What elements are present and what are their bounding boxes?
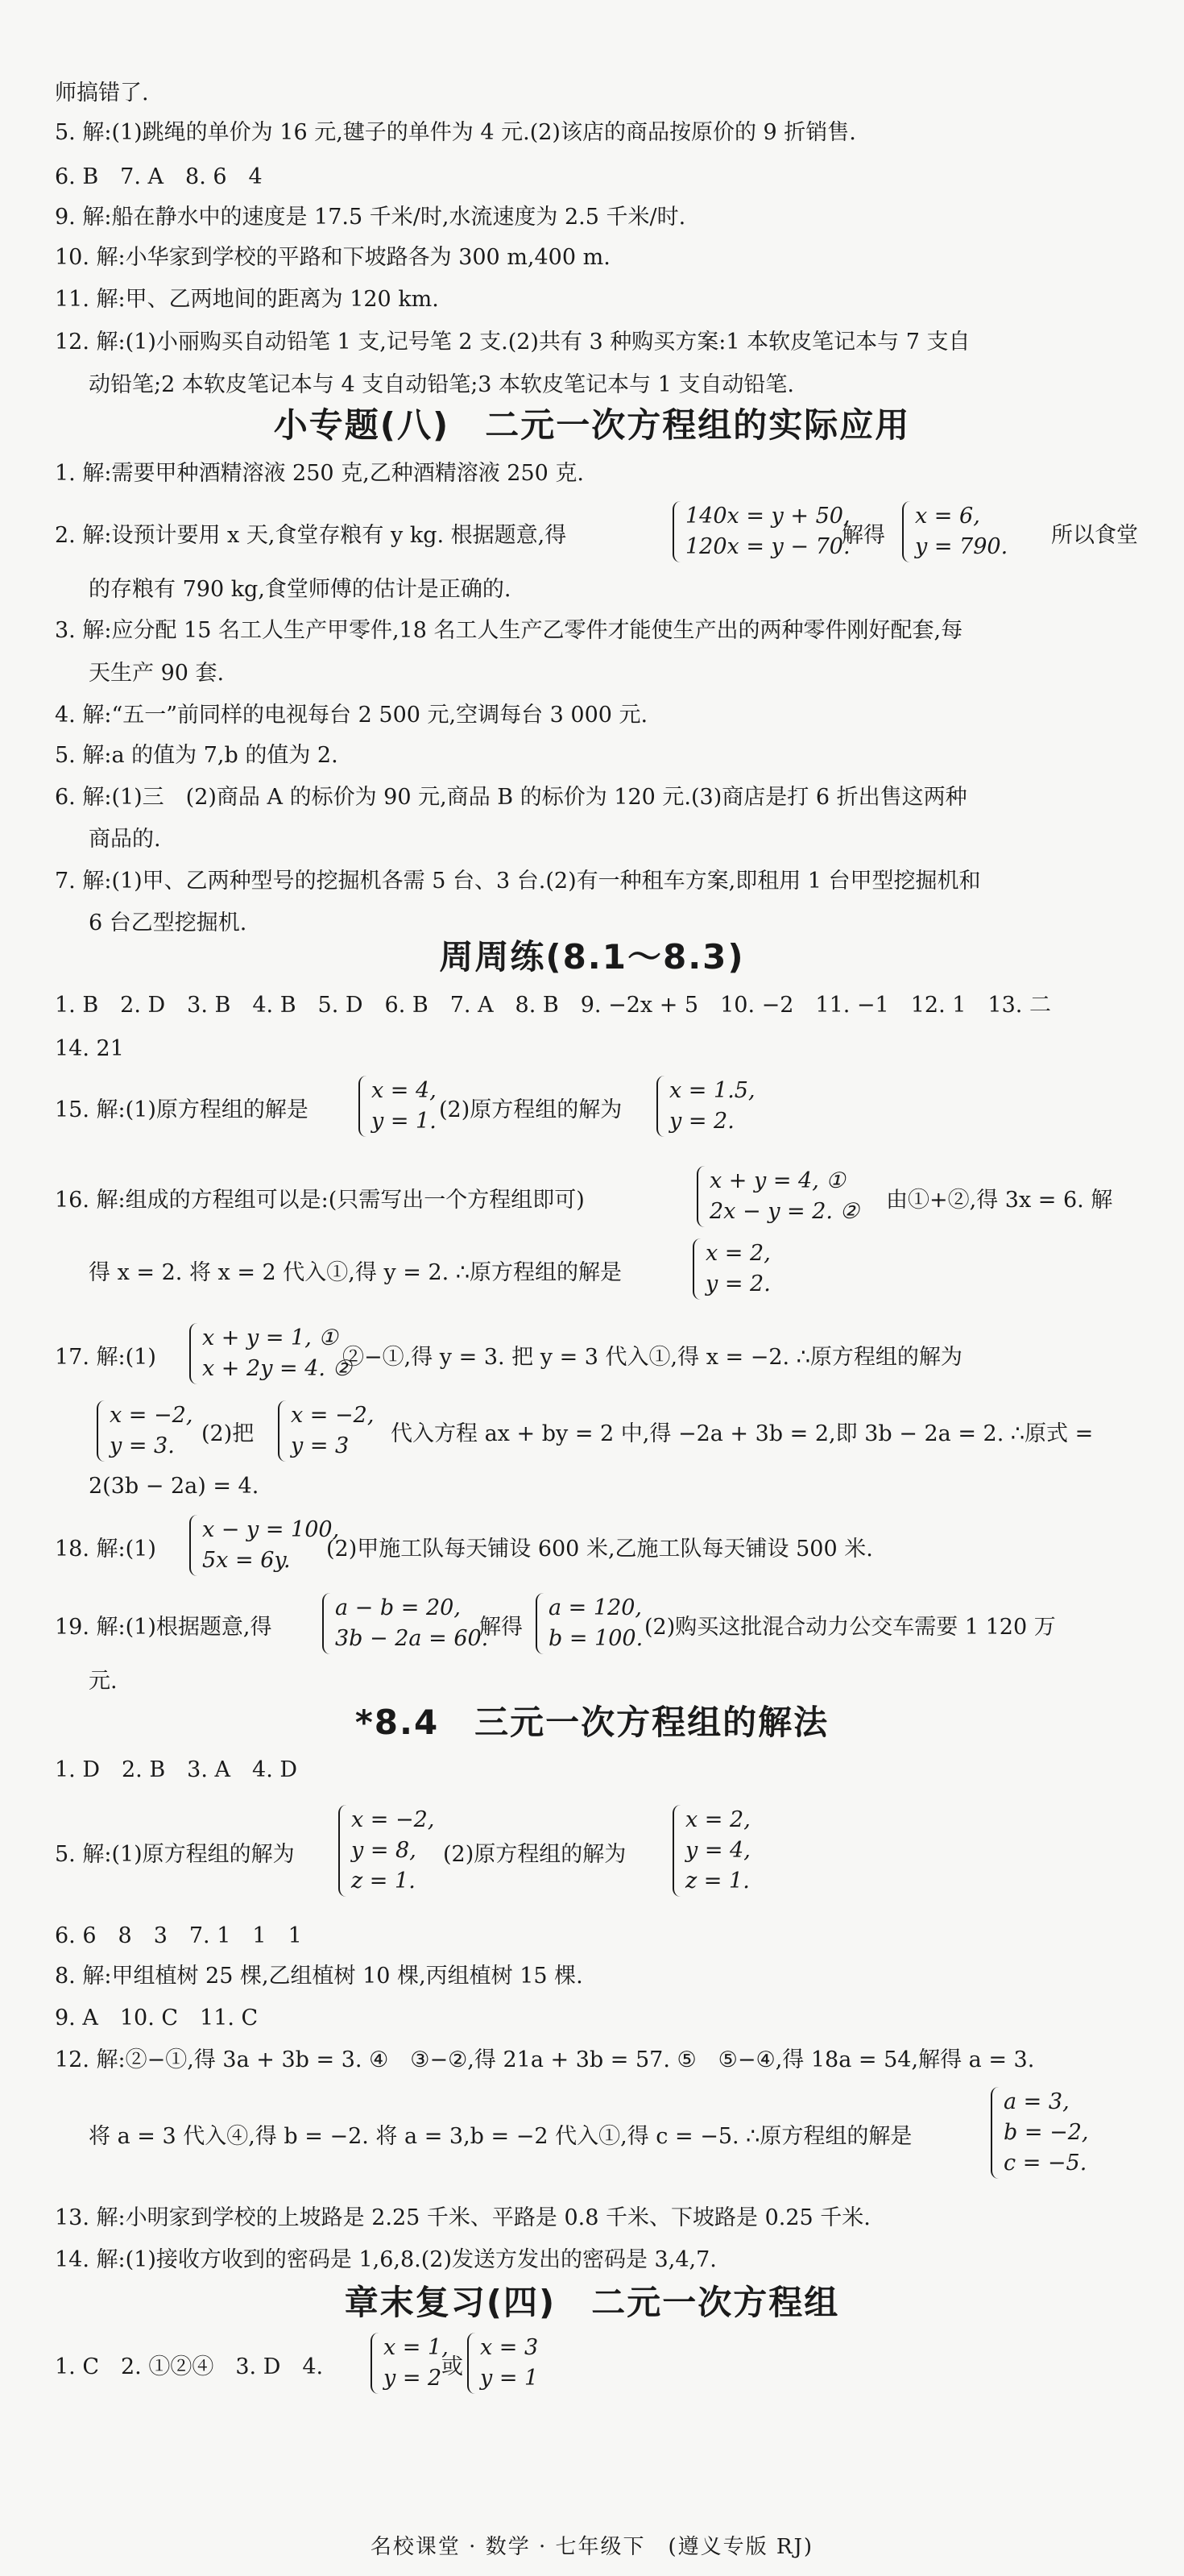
equation-system: x + y = 1, ① x + 2y = 4. ② (189, 1323, 352, 1384)
answer-line: 2. 解:设预计要用 x 天,食堂存粮有 y kg. 根据题意,得 (55, 523, 567, 548)
answer-line: 商品的. (89, 827, 161, 852)
answer-line: 11. 解:甲、乙两地间的距离为 120 km. (55, 287, 439, 312)
answer-line: 3. 解:应分配 15 名工人生产甲零件,18 名工人生产乙零件才能使生产出的两种零件刚好配套,每 (55, 618, 963, 643)
section-title: 周周练(8.1～8.3) (439, 937, 745, 977)
answer-line: 的存粮有 790 kg,食堂师傅的估计是正确的. (89, 577, 511, 602)
section-title: *8.4 三元一次方程组的解法 (354, 1703, 830, 1742)
answer-line: 1. B 2. D 3. B 4. B 5. D 6. B 7. A 8. B 9. −2x + 5 10. −2 11. −1 12. 1 13. 二 (55, 993, 1051, 1018)
section-title: 章末复习(四) 二元一次方程组 (344, 2283, 840, 2322)
answer-line: 19. 解:(1)根据题意,得 (55, 1615, 272, 1640)
equation-system: x = −2, y = 3. (97, 1400, 193, 1462)
equation-system: x − y = 100, 5x = 6y. (189, 1515, 339, 1576)
equation-system: x = 3 y = 1 (467, 2333, 538, 2394)
page-footer: 名校课堂 · 数学 · 七年级下 (遵义专版 RJ) (370, 2535, 814, 2559)
equation-system: x = 2, y = 2. (693, 1238, 771, 1300)
text-line: (2)购买这批混合动力公交车需要 1 120 万 (644, 1615, 1056, 1640)
answer-line: 12. 解:②−①,得 3a + 3b = 3. ④ ③−②,得 21a + 3b = 57. ⑤ ⑤−④,得 18a = 54,解得 a = 3. (55, 2047, 1035, 2072)
equation-system: x = 1.5, y = 2. (656, 1076, 756, 1137)
equation-system: 140x = y + 50, 120x = y − 70. (673, 501, 851, 562)
answer-line: 9. A 10. C 11. C (55, 2006, 259, 2031)
equation-system: x = 6, y = 790. (902, 501, 1008, 562)
text-line: 元. (89, 1669, 118, 1694)
answer-line: 9. 解:船在静水中的速度是 17.5 千米/时,水流速度为 2.5 千米/时. (55, 205, 686, 230)
answer-line: 7. 解:(1)甲、乙两种型号的挖掘机各需 5 台、3 台.(2)有一种租车方案,即租用 1 台甲型挖掘机和 (55, 869, 981, 894)
equation-system: a = 3, b = −2, c = −5. (991, 2087, 1088, 2179)
answer-line: 1. 解:需要甲种酒精溶液 250 克,乙种酒精溶液 250 克. (55, 461, 585, 486)
equation-system: x = 4, y = 1. (358, 1076, 437, 1137)
text-line: 解得 (842, 523, 885, 548)
text-line: 由①+②,得 3x = 6. 解 (886, 1188, 1113, 1213)
equation-system: x + y = 4, ① 2x − y = 2. ② (697, 1166, 859, 1227)
answer-line: 18. 解:(1) (55, 1537, 156, 1562)
answer-line: 14. 解:(1)接收方收到的密码是 1,6,8.(2)发送方发出的密码是 3,4,7. (55, 2247, 717, 2272)
answer-line: 动铅笔;2 本软皮笔记本与 4 支自动铅笔;3 本软皮笔记本与 1 支自动铅笔. (89, 372, 794, 397)
answer-line: 6. 解:(1)三 (2)商品 A 的标价为 90 元,商品 B 的标价为 120 元.(3)商店是打 6 折出售这两种 (55, 785, 967, 810)
equation-system: a = 120, b = 100. (536, 1593, 643, 1654)
answer-line: 6. B 7. A 8. 6 4 (55, 164, 263, 189)
equation-system: x = −2, y = 8, z = 1. (338, 1805, 434, 1897)
text-line: (2)把 (201, 1421, 255, 1446)
text-line: (2)原方程组的解为 (443, 1842, 627, 1867)
answer-line: 15. 解:(1)原方程组的解是 (55, 1097, 308, 1122)
text-line: 代入方程 ax + by = 2 中,得 −2a + 3b = 2,即 3b − 2a = 2. ∴原式 = (391, 1421, 1094, 1446)
text-line: 所以食堂 (1051, 523, 1138, 548)
equation-system: a − b = 20, 3b − 2a = 60. (322, 1593, 488, 1654)
section-title: 小专题(八) 二元一次方程组的实际应用 (273, 405, 911, 445)
answer-line: 1. D 2. B 3. A 4. D (55, 1757, 298, 1782)
answer-line: 5. 解:(1)跳绳的单价为 16 元,毽子的单件为 4 元.(2)该店的商品按原价的 9 折销售. (55, 120, 856, 145)
equation-system: x = 1, y = 2 (371, 2333, 449, 2394)
answer-line: 6. 6 8 3 7. 1 1 1 (55, 1923, 302, 1948)
answer-line: 10. 解:小华家到学校的平路和下坡路各为 300 m,400 m. (55, 245, 611, 270)
equation-system: x = −2, y = 3 (278, 1400, 374, 1462)
answer-line: 12. 解:(1)小丽购买自动铅笔 1 支,记号笔 2 支.(2)共有 3 种购买方案:1 本软皮笔记本与 7 支自 (55, 330, 971, 355)
answer-line: 1. C 2. ①②④ 3. D 4. (55, 2354, 324, 2379)
answer-line: 8. 解:甲组植树 25 棵,乙组植树 10 棵,丙组植树 15 棵. (55, 1964, 583, 1989)
text-line: (2)原方程组的解为 (439, 1097, 623, 1122)
answer-line: 13. 解:小明家到学校的上坡路是 2.25 千米、平路是 0.8 千米、下坡路是 0.25 千米. (55, 2205, 871, 2230)
answer-line: 4. 解:“五一”前同样的电视每台 2 500 元,空调每台 3 000 元. (55, 703, 648, 728)
text-line: ②−①,得 y = 3. 把 y = 3 代入①,得 x = −2. ∴原方程组的解为 (342, 1345, 963, 1370)
answer-line: 6 台乙型挖掘机. (89, 911, 247, 935)
answer-line: 17. 解:(1) (55, 1345, 156, 1370)
text-line: (2)甲施工队每天铺设 600 米,乙施工队每天铺设 500 米. (326, 1537, 873, 1562)
answer-line: 5. 解:a 的值为 7,b 的值为 2. (55, 743, 338, 768)
text-line: 解得 (479, 1615, 523, 1640)
equation-system: x = 2, y = 4, z = 1. (673, 1805, 751, 1897)
text-line: 将 a = 3 代入④,得 b = −2. 将 a = 3,b = −2 代入①,得 c = −5. ∴原方程组的解是 (89, 2124, 913, 2149)
answer-line: 天生产 90 套. (89, 661, 225, 686)
text-line: 或 (441, 2354, 463, 2379)
text-line: 2(3b − 2a) = 4. (89, 1474, 259, 1499)
answer-line: 16. 解:组成的方程组可以是:(只需写出一个方程组即可) (55, 1188, 585, 1213)
text-line: 得 x = 2. 将 x = 2 代入①,得 y = 2. ∴原方程组的解是 (89, 1260, 623, 1285)
answer-line: 5. 解:(1)原方程组的解为 (55, 1842, 295, 1867)
answer-line: 14. 21 (55, 1036, 124, 1061)
text-line: 师搞错了. (55, 81, 149, 106)
